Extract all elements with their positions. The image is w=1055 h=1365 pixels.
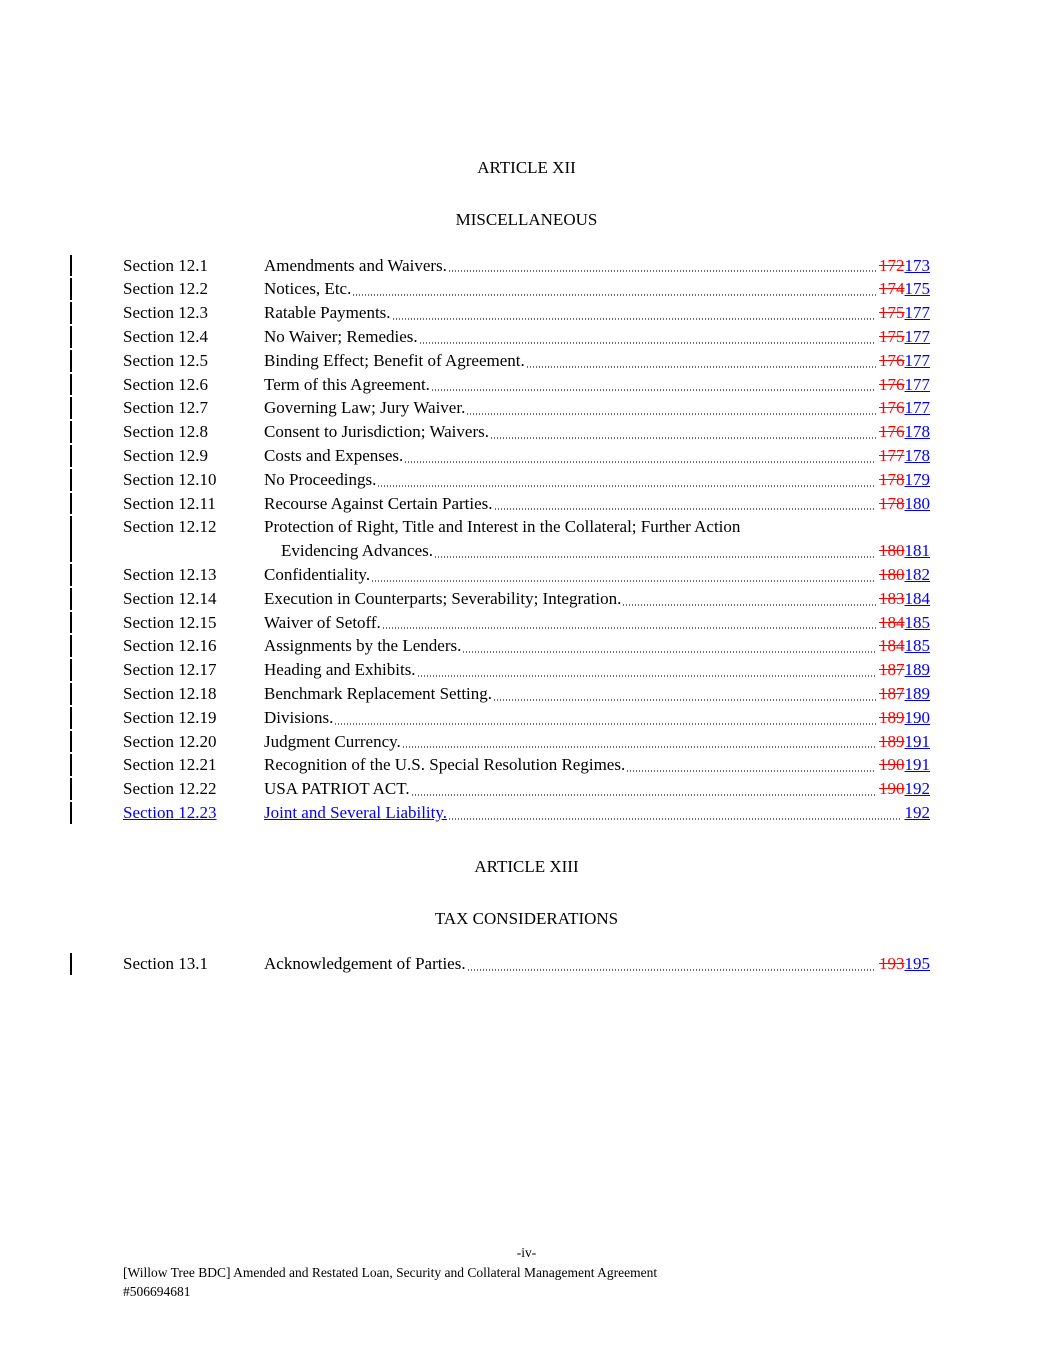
- toc-row: [123, 492, 930, 516]
- old-page-number: 175: [879, 326, 905, 346]
- change-bar: [70, 778, 72, 800]
- page-numbers: [879, 420, 930, 444]
- dot-leader: [449, 818, 901, 820]
- change-bar: [70, 469, 72, 491]
- change-bar: [70, 255, 72, 277]
- new-page-number[interactable]: 179: [904, 469, 930, 489]
- change-bar: [70, 953, 72, 975]
- change-bar: [70, 445, 72, 467]
- page-numbers: [879, 325, 930, 349]
- toc-entry-line: [264, 254, 930, 278]
- page-numbers: [879, 468, 930, 492]
- dot-leader: [418, 675, 876, 677]
- dot-leader: [435, 556, 876, 558]
- toc-article-12: [123, 254, 930, 825]
- toc-row: [123, 634, 930, 658]
- toc-entry-line: [264, 420, 930, 444]
- change-bar: [70, 802, 72, 824]
- change-bar: [70, 421, 72, 443]
- toc-entry: [264, 801, 930, 825]
- change-bar: [70, 278, 72, 300]
- toc-row: [123, 730, 930, 754]
- dot-leader: [393, 318, 876, 320]
- dot-leader: [353, 294, 876, 296]
- old-page-number: 183: [879, 588, 905, 608]
- toc-row: [123, 952, 930, 976]
- change-bar: [70, 564, 72, 586]
- new-page-number[interactable]: 189: [904, 683, 930, 703]
- dot-leader: [495, 508, 876, 510]
- new-page-number[interactable]: 177: [904, 303, 930, 323]
- toc-entry-line: [264, 611, 930, 635]
- article-13-heading: ARTICLE XIII: [474, 856, 579, 876]
- toc-row: [123, 801, 930, 825]
- toc-entry-title: Consent to Jurisdiction; Waivers.: [264, 422, 489, 442]
- toc-row: [123, 611, 930, 635]
- page-numbers: [879, 539, 930, 563]
- change-bar: [70, 754, 72, 776]
- toc-section-number: Section 12.17: [123, 660, 217, 680]
- change-bar: [70, 588, 72, 610]
- toc-section-number: Section 12.6: [123, 374, 208, 394]
- dot-leader: [468, 969, 876, 971]
- page-footer: [123, 1243, 930, 1302]
- toc-row: [123, 468, 930, 492]
- dot-leader: [627, 770, 876, 772]
- toc-entry: [264, 515, 930, 563]
- toc-entry: [264, 706, 930, 730]
- toc-entry: [264, 444, 930, 468]
- toc-row: [123, 396, 930, 420]
- toc-entry: [264, 658, 930, 682]
- dot-leader: [623, 604, 876, 606]
- toc-entry-title-continued: Evidencing Advances.: [281, 541, 434, 561]
- toc-entry-title: Divisions.: [264, 707, 334, 727]
- dot-leader: [378, 485, 876, 487]
- article-12-heading: ARTICLE XII: [477, 158, 576, 177]
- toc-entry: [264, 468, 930, 492]
- dot-leader: [405, 461, 876, 463]
- toc-row: [123, 587, 930, 611]
- toc-row: [123, 658, 930, 682]
- toc-section-number: Section 12.1: [123, 255, 208, 275]
- toc-entry-line: [264, 634, 930, 658]
- toc-row: [123, 349, 930, 373]
- dot-leader: [403, 746, 876, 748]
- toc-entry-line: [264, 349, 930, 373]
- change-bar: [70, 350, 72, 372]
- toc-entry-title: Governing Law; Jury Waiver.: [264, 398, 466, 418]
- new-page-number[interactable]: 177: [904, 398, 930, 418]
- change-bar: [70, 683, 72, 705]
- old-page-number: 178: [879, 493, 905, 513]
- dot-leader: [463, 651, 876, 653]
- page-numbers: [879, 301, 930, 325]
- change-bar: [70, 731, 72, 753]
- new-page-number[interactable]: 191: [904, 755, 930, 775]
- dot-leader: [491, 437, 876, 439]
- dot-leader: [467, 413, 876, 415]
- page-numbers: [879, 611, 930, 635]
- old-page-number: 184: [879, 612, 905, 632]
- change-bar: [70, 374, 72, 396]
- dot-leader: [494, 699, 876, 701]
- toc-entry-title: Costs and Expenses.: [264, 445, 404, 465]
- old-page-number: 176: [879, 374, 905, 394]
- new-page-number[interactable]: 182: [904, 564, 930, 584]
- new-page-number[interactable]: 192: [904, 779, 930, 799]
- toc-row: [123, 254, 930, 278]
- new-page-number[interactable]: 191: [904, 731, 930, 751]
- dot-leader: [412, 794, 876, 796]
- toc-row: [123, 753, 930, 777]
- toc-row: [123, 325, 930, 349]
- old-page-number: 176: [879, 422, 905, 442]
- footer-doc-number: #506694681: [123, 1284, 191, 1299]
- toc-entry-line2: [264, 539, 930, 563]
- toc-section-number: Section 12.21: [123, 755, 217, 775]
- old-page-number: 172: [879, 255, 905, 275]
- toc-entry-line: [264, 682, 930, 706]
- page-numbers: [879, 396, 930, 420]
- toc-entry-line: [264, 801, 930, 825]
- change-bar: [70, 707, 72, 729]
- dot-leader: [527, 366, 876, 368]
- page-numbers: [879, 277, 930, 301]
- toc-entry-line: [264, 396, 930, 420]
- old-page-number: 190: [879, 779, 905, 799]
- toc-entry: [264, 777, 930, 801]
- new-page-number[interactable]: 180: [904, 493, 930, 513]
- new-page-number[interactable]: 177: [904, 374, 930, 394]
- toc-entry: [264, 952, 930, 976]
- toc-entry-title: No Waiver; Remedies.: [264, 326, 418, 346]
- toc-entry: [264, 349, 930, 373]
- toc-entry-title: No Proceedings.: [264, 469, 377, 489]
- change-bar: [70, 612, 72, 634]
- old-page-number: 190: [879, 755, 905, 775]
- toc-section-number: Section 12.2: [123, 279, 208, 299]
- toc-section-number: Section 12.7: [123, 398, 208, 418]
- toc-entry-title: USA PATRIOT ACT.: [264, 779, 410, 799]
- toc-entry-line: [264, 730, 930, 754]
- toc-section-number: Section 13.1: [123, 954, 208, 974]
- toc-row: [123, 277, 930, 301]
- toc-section-number: Section 12.10: [123, 469, 217, 489]
- old-page-number: 176: [879, 398, 905, 418]
- old-page-number: 178: [879, 469, 905, 489]
- toc-entry-line: [264, 444, 930, 468]
- old-page-number: 174: [879, 279, 905, 299]
- toc-entry-title: Recognition of the U.S. Special Resolution Regimes.: [264, 755, 626, 775]
- dot-leader: [432, 389, 876, 391]
- page-numbers: [879, 634, 930, 658]
- old-page-number: 189: [879, 707, 905, 727]
- dot-leader: [420, 342, 876, 344]
- new-page-number[interactable]: 185: [904, 636, 930, 656]
- toc-row: [123, 777, 930, 801]
- toc-entry-title: Assignments by the Lenders.: [264, 636, 462, 656]
- toc-entry-line: [264, 492, 930, 516]
- page-numbers: [879, 952, 930, 976]
- dot-leader: [383, 627, 876, 629]
- toc-article-13: [123, 952, 930, 976]
- toc-entry-line: [264, 325, 930, 349]
- toc-row: [123, 444, 930, 468]
- toc-entry: [264, 563, 930, 587]
- toc-section-number: Section 12.3: [123, 303, 208, 323]
- toc-entry-title: Binding Effect; Benefit of Agreement.: [264, 350, 525, 370]
- toc-entry-line: [264, 753, 930, 777]
- toc-entry-title: Recourse Against Certain Parties.: [264, 493, 493, 513]
- toc-section-number: Section 12.18: [123, 683, 217, 703]
- toc-entry: [264, 396, 930, 420]
- toc-entry-line: [264, 373, 930, 397]
- toc-section-number: Section 12.19: [123, 707, 217, 727]
- old-page-number: 176: [879, 350, 905, 370]
- new-page-number[interactable]: 184: [904, 588, 930, 608]
- change-bar: [70, 326, 72, 348]
- old-page-number: 187: [879, 683, 905, 703]
- page-numbers: [879, 587, 930, 611]
- new-page-number[interactable]: 181: [904, 541, 930, 561]
- new-page-number[interactable]: 178: [904, 445, 930, 465]
- toc-entry: [264, 301, 930, 325]
- toc-entry-title: Waiver of Setoff.: [264, 612, 381, 632]
- toc-entry: [264, 611, 930, 635]
- toc-section-number: Section 12.13: [123, 564, 217, 584]
- change-bar: [70, 659, 72, 681]
- page-numbers: [879, 254, 930, 278]
- change-bar: [70, 635, 72, 657]
- footer-doc-title: [Willow Tree BDC] Amended and Restated Loan, Security and Collateral Management Agreement: [123, 1264, 658, 1280]
- toc-row: [123, 301, 930, 325]
- change-bar: [70, 493, 72, 515]
- toc-entry-title: Ratable Payments.: [264, 303, 391, 323]
- toc-row: [123, 682, 930, 706]
- toc-entry-line: [264, 952, 930, 976]
- toc-entry-line: [264, 301, 930, 325]
- old-page-number: 180: [879, 541, 905, 561]
- old-page-number: 187: [879, 660, 905, 680]
- page-numbers: [905, 801, 931, 825]
- page-numbers: [879, 777, 930, 801]
- dot-leader: [372, 580, 876, 582]
- change-bar: [70, 302, 72, 324]
- page-numbers: [879, 373, 930, 397]
- new-page-number[interactable]: 178: [904, 422, 930, 442]
- toc-entry-title: Judgment Currency.: [264, 731, 401, 751]
- toc-entry: [264, 634, 930, 658]
- toc-row: [123, 563, 930, 587]
- page-numbers: [879, 349, 930, 373]
- toc-entry-title: Acknowledgement of Parties.: [264, 954, 466, 974]
- old-page-number: 184: [879, 636, 905, 656]
- toc-entry: [264, 753, 930, 777]
- toc-row: [123, 420, 930, 444]
- toc-entry: [264, 730, 930, 754]
- toc-section-number: Section 12.5: [123, 350, 208, 370]
- new-page-number[interactable]: 189: [904, 660, 930, 680]
- toc-row: [123, 373, 930, 397]
- toc-entry: [264, 325, 930, 349]
- change-bar: [70, 516, 72, 562]
- toc-entry-line: [264, 277, 930, 301]
- new-page-number[interactable]: 175: [904, 279, 930, 299]
- toc-section-number: Section 12.16: [123, 636, 217, 656]
- dot-leader: [449, 270, 876, 272]
- new-page-number[interactable]: 177: [904, 326, 930, 346]
- toc-section-number: Section 12.11: [123, 493, 216, 513]
- toc-section-number: Section 12.22: [123, 779, 217, 799]
- old-page-number: 175: [879, 303, 905, 323]
- toc-section-number: Section 12.12: [123, 517, 217, 537]
- page-numbers: [879, 563, 930, 587]
- toc-entry: [264, 373, 930, 397]
- new-page-number[interactable]: 195: [904, 954, 930, 974]
- article-12-subheading: MISCELLANEOUS: [455, 209, 598, 229]
- old-page-number: 180: [879, 564, 905, 584]
- toc-entry-title: Term of this Agreement.: [264, 374, 430, 394]
- page-numbers: [879, 706, 930, 730]
- toc-entry-title: Protection of Right, Title and Interest in the Collateral; Further Action: [264, 517, 741, 537]
- old-page-number: 189: [879, 731, 905, 751]
- toc-entry-title: Heading and Exhibits.: [264, 660, 416, 680]
- new-page-number[interactable]: 192: [904, 802, 930, 822]
- toc-entry: [264, 277, 930, 301]
- toc-entry-title: Confidentiality.: [264, 564, 371, 584]
- dot-leader: [335, 723, 876, 725]
- toc-section-number: Section 12.4: [123, 326, 208, 346]
- toc-entry-line: [264, 563, 930, 587]
- page-numbers: [879, 682, 930, 706]
- new-page-number[interactable]: 185: [904, 612, 930, 632]
- toc-section-number: Section 12.8: [123, 422, 208, 442]
- toc-entry-title: Benchmark Replacement Setting.: [264, 683, 493, 703]
- toc-entry-line: [264, 587, 930, 611]
- toc-entry-line: [264, 777, 930, 801]
- toc-entry: [264, 587, 930, 611]
- toc-section-number: Section 12.14: [123, 588, 217, 608]
- toc-entry-title: Notices, Etc.: [264, 279, 352, 299]
- page-numbers: [879, 658, 930, 682]
- toc-entry: [264, 420, 930, 444]
- page-numbers: [879, 730, 930, 754]
- toc-entry: [264, 682, 930, 706]
- old-page-number: 193: [879, 954, 905, 974]
- new-page-number[interactable]: 177: [904, 350, 930, 370]
- toc-entry-title: Execution in Counterparts; Severability; Integration.: [264, 588, 622, 608]
- toc-section-number: Section 12.15: [123, 612, 217, 632]
- toc-entry-line: [264, 706, 930, 730]
- toc-row: [123, 515, 930, 563]
- page-numbers: [879, 753, 930, 777]
- article-13-subheading: TAX CONSIDERATIONS: [434, 908, 619, 928]
- page-number-label: -iv-: [516, 1245, 537, 1260]
- toc-entry-line: [264, 468, 930, 492]
- toc-entry-line: [264, 658, 930, 682]
- page-numbers: [879, 444, 930, 468]
- page-numbers: [879, 492, 930, 516]
- toc-entry-title: Joint and Several Liability.: [264, 802, 448, 822]
- toc-entry-title: Amendments and Waivers.: [264, 255, 447, 275]
- toc-entry: [264, 254, 930, 278]
- toc-row: [123, 706, 930, 730]
- old-page-number: 177: [879, 445, 905, 465]
- new-page-number[interactable]: 190: [904, 707, 930, 727]
- new-page-number[interactable]: 173: [904, 255, 930, 275]
- toc-section-number: Section 12.9: [123, 445, 208, 465]
- toc-section-number: Section 12.20: [123, 731, 217, 751]
- toc-entry: [264, 492, 930, 516]
- toc-section-number: Section 12.23: [123, 802, 217, 822]
- change-bar: [70, 397, 72, 419]
